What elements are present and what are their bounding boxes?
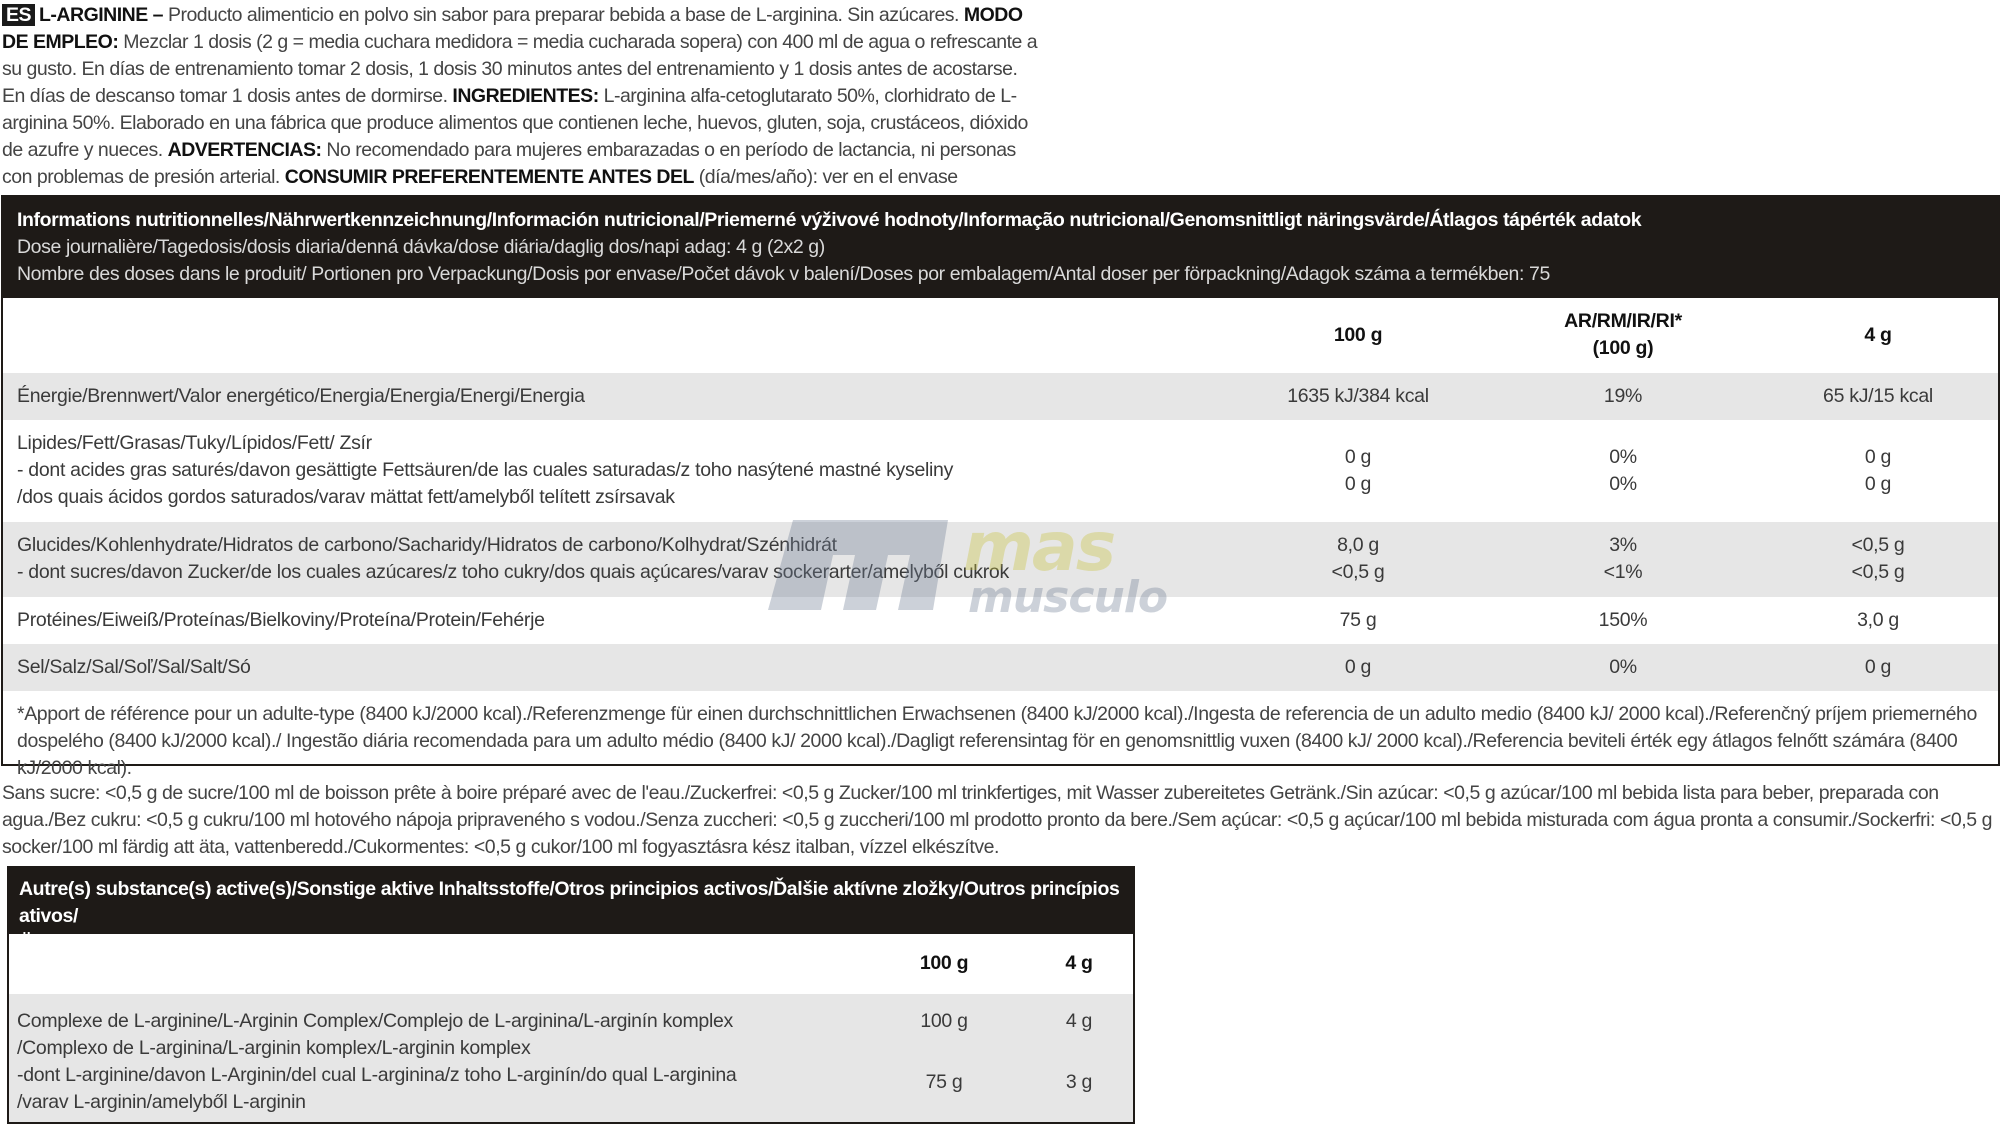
fat-label: Lipides/Fett/Grasas/Tuky/Lípidos/Fett/ Zsír bbox=[17, 432, 372, 454]
active-column-100g: 100 g bbox=[919, 952, 969, 974]
energy-label: Énergie/Brennwert/Valor energético/Energia/Energia/Energi/Energia bbox=[17, 385, 585, 407]
active-column-header-row bbox=[9, 934, 1133, 994]
column-ri-line2: (100 g) bbox=[1592, 337, 1654, 359]
table-row-carbohydrates bbox=[3, 522, 1998, 597]
table-row-energy bbox=[3, 373, 1998, 420]
ingredients-heading: INGREDIENTES: bbox=[452, 85, 599, 107]
servings-per-pack: Nombre des doses dans le produit/ Portionen pro Verpackung/Dosis por envase/Počet dávok v balení/Doses por embalagem/Antal doser per förpackning/Adagok száma a termékben: 75 bbox=[17, 263, 1550, 285]
table-row-protein bbox=[3, 597, 1998, 644]
warnings-text: No recomendado para mujeres embarazadas o en período de lactancia, ni personas con problemas de presión arterial. bbox=[2, 139, 1016, 188]
table-row-salt bbox=[3, 644, 1998, 691]
watermark-text-bottom: musculo bbox=[968, 572, 1168, 623]
table-row-fat bbox=[3, 420, 1998, 522]
active-substances-title-line1: Autre(s) substance(s) active(s)/Sonstige aktive Inhaltsstoffe/Otros principios activos/Ďalšie aktívne zložky/Outros princípios ativos/ bbox=[19, 878, 1120, 927]
ingredients-text: L-arginina alfa-cetoglutarato 50%, clorhidrato de L-arginina 50%. Elaborado en una fábrica que produce alimentos que contienen leche, huevos, gluten, soja, crustáceos, dióxido de azufre y nueces. bbox=[2, 85, 1028, 161]
arginine-complex-label-cont: /Complexo de L-arginina/L-arginin komplex/L-arginin komplex bbox=[17, 1037, 531, 1059]
carbohydrates-4g: <0,5 g bbox=[1851, 534, 1905, 556]
fat-100g: 0 g bbox=[1344, 446, 1372, 468]
active-substances-table bbox=[7, 866, 1135, 1124]
l-arginine-4g: 3 g bbox=[1065, 1071, 1093, 1093]
sugars-ri: <1% bbox=[1603, 561, 1643, 583]
nutrition-table-header bbox=[3, 197, 1998, 298]
language-badge: ES bbox=[2, 4, 35, 26]
l-arginine-label: -dont L-arginine/davon L-Arginin/del cual L-arginina/z toho L-arginín/do qual L-arginina bbox=[17, 1064, 737, 1086]
column-ri-line1: AR/RM/IR/RI* bbox=[1564, 310, 1682, 332]
nutrition-title: Informations nutritionnelles/Nährwertkennzeichnung/Información nutricional/Priemerné výživové hodnoty/Informação nutricional/Genomsnittligt näringsvärde/Átlagos tápérték adatok bbox=[17, 209, 1642, 231]
active-substances-body bbox=[9, 994, 1133, 1122]
sugars-4g: <0,5 g bbox=[1851, 561, 1905, 583]
active-substances-title-line2: Övriga aktiva substanser/Egyéb aktív összetevők bbox=[19, 932, 457, 954]
energy-100g: 1635 kJ/384 kcal bbox=[1287, 385, 1429, 407]
l-arginine-100g: 75 g bbox=[925, 1071, 963, 1093]
active-substances-header bbox=[9, 868, 1133, 954]
arginine-complex-label: Complexe de L-arginine/L-Arginin Complex/Complejo de L-arginina/L-arginín komplex bbox=[17, 1010, 733, 1032]
protein-ri: 150% bbox=[1598, 609, 1648, 631]
saturated-fat-label-cont: /dos quais ácidos gordos saturados/varav mättat fett/amelyből telített zsírsavak bbox=[17, 486, 675, 508]
salt-label: Sel/Salz/Sal/Soľ/Sal/Salt/Só bbox=[17, 656, 251, 678]
nutrition-table bbox=[1, 195, 2000, 779]
usage-heading: MODO DE EMPLEO: bbox=[2, 4, 1023, 53]
salt-4g: 0 g bbox=[1864, 656, 1892, 678]
sugars-label: - dont sucres/davon Zucker/de los cuales azúcares/z toho cukry/dos quais açúcares/varav sockerarter/amelyből cukrok bbox=[17, 561, 1009, 583]
daily-dose: Dose journalière/Tagedosis/dosis diaria/denná dávka/dose diária/daglig dos/napi adag: 4 g (2x2 g) bbox=[17, 236, 825, 258]
warnings-heading: ADVERTENCIAS: bbox=[167, 139, 322, 161]
column-header-row bbox=[3, 298, 1998, 373]
active-column-4g: 4 g bbox=[1065, 952, 1093, 974]
protein-label: Protéines/Eiweiß/Proteínas/Bielkoviny/Proteína/Protein/Fehérje bbox=[17, 609, 545, 631]
best-before-heading: CONSUMIR PREFERENTEMENTE ANTES DEL bbox=[284, 166, 694, 188]
sugars-100g: <0,5 g bbox=[1331, 561, 1385, 583]
saturated-fat-4g: 0 g bbox=[1864, 473, 1892, 495]
arginine-complex-100g: 100 g bbox=[920, 1010, 968, 1032]
energy-4g: 65 kJ/15 kcal bbox=[1823, 385, 1933, 407]
energy-ri: 19% bbox=[1603, 385, 1643, 407]
salt-100g: 0 g bbox=[1344, 656, 1372, 678]
l-arginine-label-cont: /varav L-arginin/amelyből L-arginin bbox=[17, 1091, 306, 1113]
carbohydrates-100g: 8,0 g bbox=[1337, 534, 1379, 556]
carbohydrates-label: Glucides/Kohlenhydrate/Hidratos de carbono/Sacharidy/Hidratos de carbono/Kolhydrat/Szénhidrát bbox=[17, 534, 837, 556]
saturated-fat-label: - dont acides gras saturés/davon gesättigte Fettsäuren/de las cuales saturadas/z toho nasýtené mastné kyseliny bbox=[17, 459, 954, 481]
fat-4g: 0 g bbox=[1864, 446, 1892, 468]
sugar-free-note: Sans sucre: <0,5 g de sucre/100 ml de boisson prête à boire préparé avec de l'eau./Zuckerfrei: <0,5 g Zucker/100 ml trinkfertiges, mit Wasser zubereitetes Getränk./Sin azúcar: <0,5 g azúcar/100 ml bebida lista para beber, preparada con agua./Bez cukru: <0,5 g cukru/100 ml hotového nápoja pripraveného s vodou./Senza zuccheri: <0,5 g zuccheri/100 ml prodotto pronto da bere./Sem açúcar: <0,5 g açúcar/100 ml bebida misturada com água pronta a consumir./Sockerfri: <0,5 g socker/100 ml färdig att äta, vattenberedd./Cukormentes: <0,5 g cukor/100 ml fogyasztásra kész italban, vízzel elkészítve. bbox=[2, 782, 1993, 858]
column-100g: 100 g bbox=[1333, 324, 1383, 346]
protein-4g: 3,0 g bbox=[1857, 609, 1899, 631]
protein-100g: 75 g bbox=[1339, 609, 1377, 631]
product-description: Producto alimenticio en polvo sin sabor para preparar bebida a base de L-arginina. Sin azúcares. bbox=[163, 4, 964, 26]
reference-intake-footnote: *Apport de référence pour un adulte-type (8400 kJ/2000 kcal)./Referenzmenge für einen durchschnittlichen Erwachsenen (8400 kJ/2000 kcal)./Ingesta de referencia de un adulto medio (8400 kJ/ 2000 kcal)./Referenčný príjem priemerného dospelého (8400 kJ/2000 kcal)./ Ingestão diária recomendada para um adulto médio (8400 kJ/ 2000 kcal)./Dagligt referensintag för en genomsnittlig vuxen (8400 kJ/ 2000 kcal)./Referencia beviteli érték egy átlagos felnőtt számára (8400 kJ/2000 kcal). bbox=[17, 703, 1977, 779]
best-before-text: (día/mes/año): ver en el envase bbox=[698, 166, 958, 188]
column-4g: 4 g bbox=[1864, 324, 1892, 346]
watermark-text-top: mas bbox=[963, 508, 1115, 587]
carbohydrates-ri: 3% bbox=[1609, 534, 1637, 556]
usage-text: Mezclar 1 dosis (2 g = media cuchara medidora = media cucharada sopera) con 400 ml de agua o refrescante a su gusto. En días de entrenamiento tomar 2 dosis, 1 dosis 30 minutos antes del entrenamiento y 1 dosis antes de acostarse. En días de descanso tomar 1 dosis antes de dormirse. bbox=[2, 31, 1038, 107]
intro-paragraph bbox=[2, 2, 1042, 218]
fat-ri: 0% bbox=[1609, 446, 1637, 468]
arginine-complex-4g: 4 g bbox=[1065, 1010, 1093, 1032]
salt-ri: 0% bbox=[1609, 656, 1637, 678]
saturated-fat-100g: 0 g bbox=[1344, 473, 1372, 495]
product-name: L-ARGININE – bbox=[39, 4, 164, 26]
saturated-fat-ri: 0% bbox=[1609, 473, 1637, 495]
